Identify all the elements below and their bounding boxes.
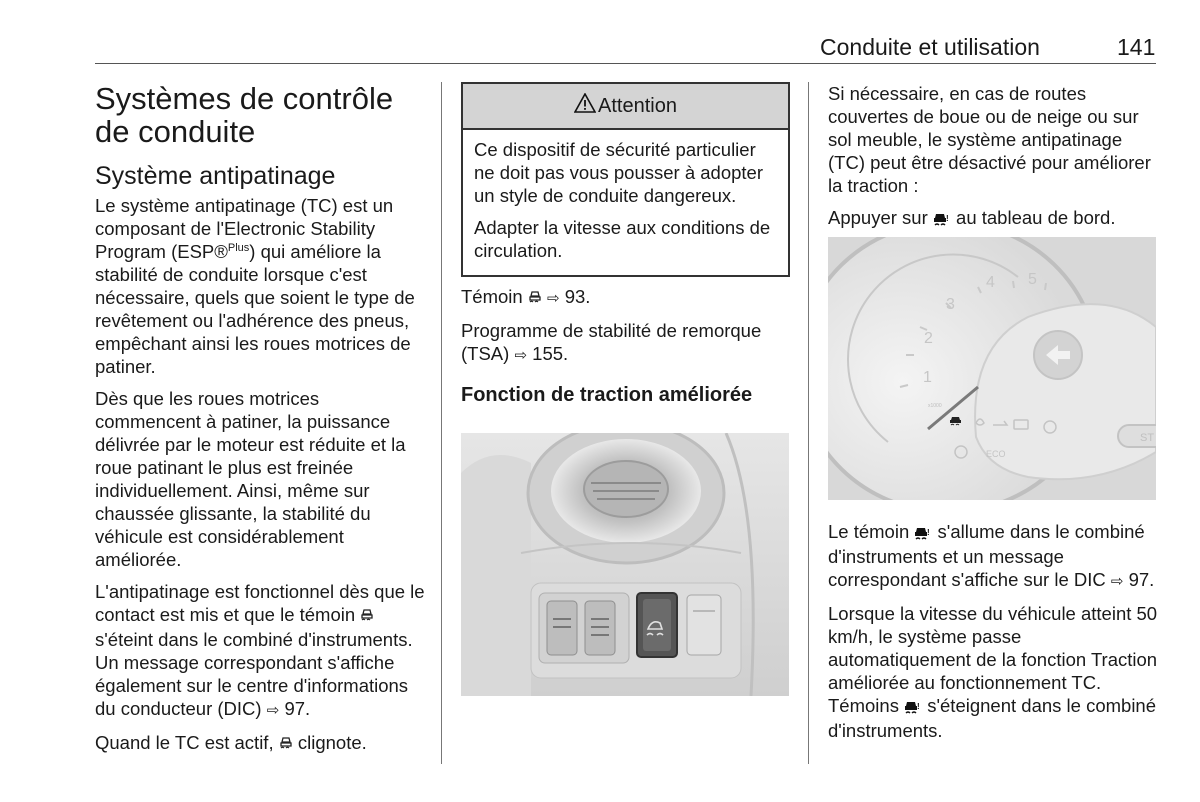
activation-text-a: L'antipatinage est fonctionnel dès que le contact est mis et que le témoin bbox=[95, 581, 425, 625]
column-right-lower bbox=[828, 520, 1158, 751]
tc-warning-lamp-icon bbox=[279, 733, 293, 756]
page-ref-97[interactable]: 97. bbox=[284, 698, 311, 719]
page-ref-arrow-icon: ⇨ bbox=[1110, 573, 1124, 590]
page-ref-93[interactable]: 93. bbox=[564, 286, 591, 307]
active-text-b: clignote. bbox=[297, 732, 367, 753]
page-number: 141 bbox=[1117, 34, 1156, 60]
gauge-number-1: 1 bbox=[923, 369, 932, 386]
page-ref-arrow-icon: ⇨ bbox=[266, 702, 280, 719]
column-middle bbox=[461, 82, 790, 421]
warning-body bbox=[463, 130, 788, 275]
page-ref-arrow-icon: ⇨ bbox=[546, 290, 560, 307]
traction-subheading: Fonction de traction améliorée bbox=[461, 384, 753, 406]
paragraph-press bbox=[828, 206, 1158, 231]
press-text-b: au tableau de bord. bbox=[956, 207, 1116, 228]
tc-warning-lamp-icon bbox=[528, 287, 542, 310]
paragraph-temoin bbox=[461, 285, 790, 310]
auto-switch-text-a: Lorsque la vitesse du véhicule atteint 50 km/h, le système passe automatiquement de la fonction Traction améliorée au fonctionnement TC. Témoins bbox=[828, 603, 1158, 716]
tc-off-lamp-icon bbox=[904, 696, 922, 719]
paragraph-intro bbox=[95, 194, 425, 378]
tc-off-button-icon bbox=[933, 208, 951, 231]
page-ref-155[interactable]: 155. bbox=[532, 343, 569, 364]
column-left bbox=[95, 82, 425, 765]
page-ref-arrow-icon: ⇨ bbox=[514, 347, 528, 364]
instrument-cluster-photo bbox=[828, 237, 1156, 500]
svg-text:!: ! bbox=[945, 214, 949, 223]
gauge-side-label: ST bbox=[1140, 432, 1155, 444]
gauge-scale-label: x1000 bbox=[928, 403, 942, 409]
lamp-on-text-b: s'allume dans le combiné d'instruments et un message correspondant s'affiche sur le DIC bbox=[828, 521, 1145, 590]
svg-text:!: ! bbox=[917, 702, 920, 711]
paragraph-activation bbox=[95, 580, 425, 722]
auto-switch-text-b: s'éteignent dans le combiné d'instruments. bbox=[828, 695, 1157, 741]
paragraph-tsa bbox=[461, 319, 790, 367]
warning-header bbox=[463, 84, 788, 130]
dashboard-switch-photo bbox=[461, 433, 789, 696]
paragraph-active bbox=[95, 731, 425, 756]
paragraph-deactivate: Si nécessaire, en cas de routes couvertes de boue ou de neige ou sur sol meuble, le système antipatinage (TC) peut être désactivé pour améliorer la traction : bbox=[828, 83, 1151, 196]
gauge-number-2: 2 bbox=[924, 330, 933, 347]
gauge-number-3: 3 bbox=[946, 296, 955, 313]
warning-paragraph-2: Adapter la vitesse aux conditions de circulation. bbox=[474, 217, 771, 261]
warning-title: Attention bbox=[598, 94, 677, 117]
warning-paragraph-1: Ce dispositif de sécurité particulier ne doit pas vous pousser à adopter un style de conduite dangereux. bbox=[474, 139, 763, 206]
subsection-heading: Système antipatinage bbox=[95, 162, 336, 190]
temoin-text: Témoin bbox=[461, 286, 523, 307]
press-text-a: Appuyer sur bbox=[828, 207, 928, 228]
running-header-title: Conduite et utilisation bbox=[820, 34, 1040, 60]
paragraph-auto-switch bbox=[828, 602, 1158, 742]
warning-box bbox=[461, 82, 790, 277]
gauge-number-4: 4 bbox=[986, 274, 995, 291]
plus-superscript: Plus bbox=[227, 241, 250, 254]
page-ref-97[interactable]: 97. bbox=[1128, 569, 1155, 590]
activation-text-b: s'éteint dans le combiné d'instruments. Un message correspondant s'affiche également sur le centre d'informations du conducteur (DIC) bbox=[95, 629, 413, 719]
header-rule bbox=[95, 63, 1156, 64]
tsa-text: Programme de stabilité de remorque (TSA) bbox=[461, 320, 762, 364]
column-divider-left bbox=[441, 82, 442, 764]
column-right bbox=[828, 82, 1158, 240]
tc-off-lamp-icon bbox=[914, 522, 932, 545]
intro-text-a: Le système antipatinage (TC) est un composant de l'Electronic Stability Program (ESP® bbox=[95, 195, 394, 262]
paragraph-slip: Dès que les roues motrices commencent à patiner, la puissance délivrée par le moteur est réduite et la roue patinant le plus est freinée individuellement. Ainsi, même sur chaussée glissante, la stabilité du véhicule est considérablement améliorée. bbox=[95, 388, 406, 570]
section-heading: Systèmes de contrôle de conduite bbox=[95, 81, 394, 149]
active-text-a: Quand le TC est actif, bbox=[95, 732, 274, 753]
column-divider-right bbox=[808, 82, 809, 764]
warning-triangle-icon bbox=[574, 93, 596, 119]
gauge-eco-label: ECO bbox=[986, 449, 1006, 459]
lamp-on-text-a: Le témoin bbox=[828, 521, 910, 542]
tc-warning-lamp-icon bbox=[360, 605, 374, 628]
svg-text:!: ! bbox=[927, 528, 931, 537]
intro-text-b: ) qui améliore la stabilité de conduite lorsque c'est nécessaire, quels que soient le type de revêtement ou l'adhérence des pneus, empêchant ainsi les roues motrices de patiner. bbox=[95, 241, 415, 377]
paragraph-lamp-on bbox=[828, 520, 1158, 593]
gauge-number-5: 5 bbox=[1028, 271, 1037, 288]
